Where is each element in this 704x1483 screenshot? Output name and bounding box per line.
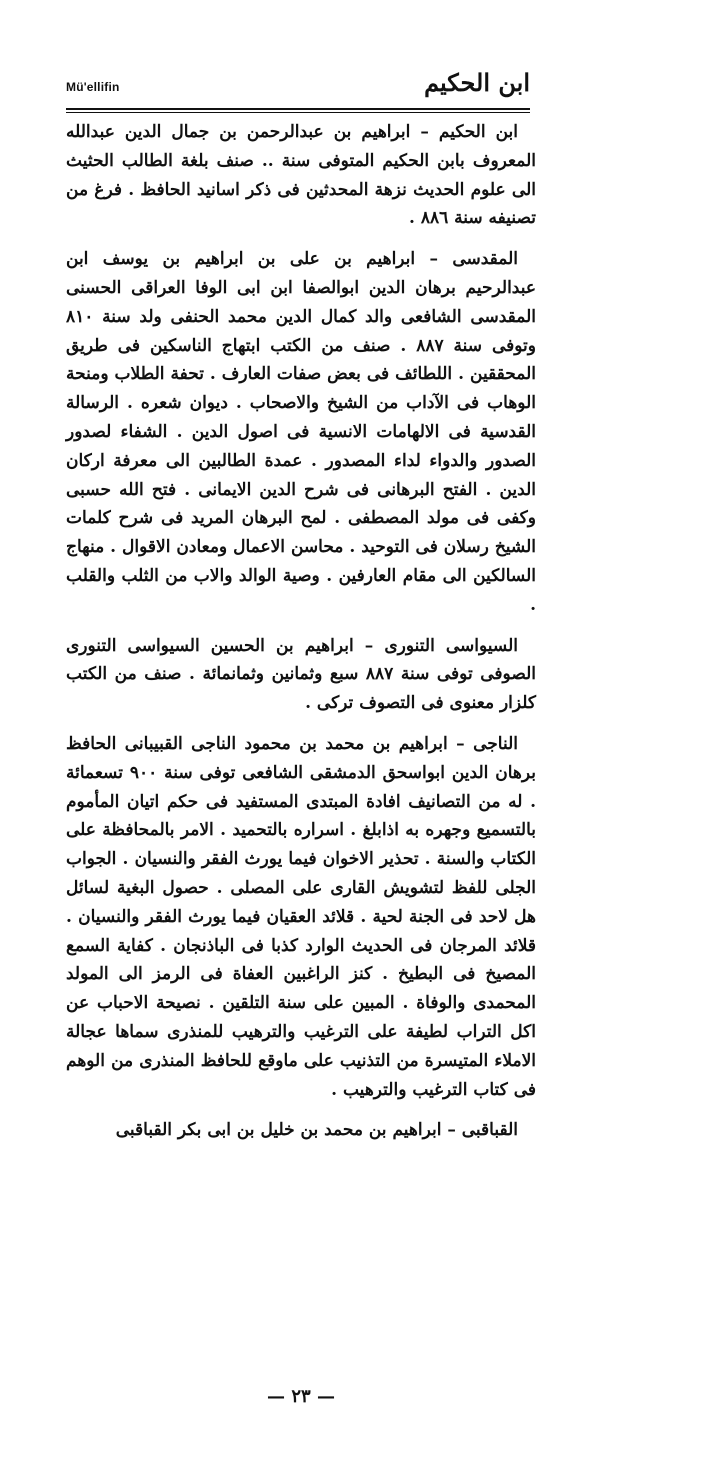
entry-al-naji: الناجى – ابراهيم بن محمد بن محمود الناجى القبيبانى الحافظ برهان الدين ابواسحق الدمشقى الشافعى توفى سنة ٩٠٠ تسعمائة . له من التصانيف افادة المبتدى المستفيد فى حكم اتيان المأموم بالتسميع وجهره به اذابلغ . اسراره بالتحميد . الامر بالمحافظة على الكتاب والسنة . تحذير الاخوان فيما يورث الفقر والنسيان . الجواب الجلى للفظ لتشويش القارى على المصلى . حصول البغية لسائل هل لاحد فى الجنة لحية . قلائد العقيان فيما يورث الفقر والنسيان . قلائد المرجان فى الحديث الوارد كذبا فى الباذنجان . كفاية السمع المصيخ فى البطيخ . كنز الراغبين العفاة فى الرمز الى المولد المحمدى والوفاة . المبين على سنة التلقين . نصيحة الاحباب عن اكل التراب لطيفة على الترغيب والترهيب للمنذرى سماها عجالة الاملاء المتيسرة من التذنيب على ماوقع للحافظ المنذرى من الوهم فى كتاب الترغيب والترهيب . <box>66 733 536 1100</box>
entry-al-siwasi: السيواسى التنورى – ابراهيم بن الحسين السيواسى التنورى الصوفى توفى سنة ٨٨٧ سبع وثمانين وثمانمائة . صنف من الكتب كلزار معنوى فى التصوف تركى . <box>66 635 536 714</box>
entry-al-maqdisi: المقدسى – ابراهيم بن على بن ابراهيم بن يوسف ابن عبدالرحيم برهان الدين ابوالصفا ابن ابى الوفا العراقى الحسنى المقدسى الشافعى والد كمال الدين محمد الحنفى ولد سنة ٨١٠ وتوفى سنة ٨٨٧ . صنف من الكتب ابتهاج الناسكين فى طريق المحققين . اللطائف فى بعض صفات العارف . تحفة الطلاب ومنحة الوهاب فى الآداب من الشيخ والاصحاب . ديوان شعره . الرسالة القدسية فى الالهامات الانسية فى اصول الدين . الشفاء لصدور الصدور والدواء لداء المصدور . عمدة الطالبين الى معرفة اركان الدين . الفتح البرهانى فى شرح الدين الايمانى . فتح الله حسبى وكفى فى مولد المصطفى . لمح البرهان المريد فى شرح كلمات الشيخ رسلان فى التوحيد . محاسن الاعمال ومعادن الاقوال . منهاج السالكين الى مقام العارفين . وصية الوالد والاب من الثلب والقلب . <box>66 249 536 615</box>
running-header-arabic: ابن الحكيم <box>424 68 530 97</box>
page-number: — ٢٣ — <box>267 1386 335 1407</box>
page-header <box>66 66 530 106</box>
running-header-latin: Mü'ellifin <box>66 80 120 94</box>
entry-ibn-al-hakim: ابن الحكيم – ابراهيم بن عبدالرحمن بن جمال الدين عبدالله المعروف بابن الحكيم المتوفى سنة .. صنف بلغة الطالب الحثيث الى علوم الحديث نزهة المحدثين فى ذكر اسانيد الحافظ . فرغ من تصنيفه سنة ٨٨٦ . <box>66 122 536 229</box>
header-rule <box>66 108 530 113</box>
entry-al-qabaqibi: القباقبى – ابراهيم بن محمد بن خليل بن ابى بكر القباقبى <box>115 1120 518 1141</box>
main-text <box>66 118 536 1157</box>
